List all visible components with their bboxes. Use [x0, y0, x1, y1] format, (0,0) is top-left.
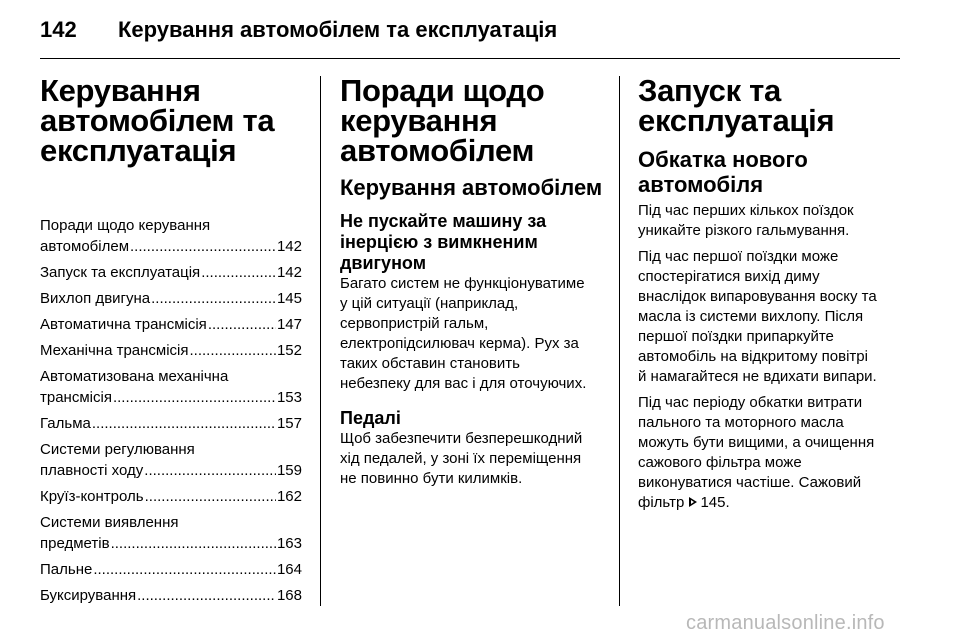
text-line: не повинно бути килимків.: [340, 470, 523, 487]
toc-page-number: 157: [276, 415, 302, 432]
chapter-contents-column: [40, 73, 302, 611]
toc-entry-line: [40, 413, 302, 434]
toc-entry[interactable]: [40, 262, 302, 283]
toc-page-number: 147: [276, 316, 302, 333]
page-header: [0, 0, 960, 66]
heading-line: двигуном: [340, 253, 427, 273]
toc-page-number: 153: [276, 389, 302, 406]
subsection-title-line: Обкатка нового: [638, 147, 808, 172]
section-title-line: експлуатація: [638, 103, 835, 138]
toc-page-number: 162: [276, 488, 302, 505]
page-reference-arrow-icon: [689, 497, 697, 507]
toc-leader-dots: [93, 559, 276, 580]
pedals-heading: Педалі: [340, 408, 401, 428]
page-number: 142: [40, 17, 77, 42]
section-title-line: Запуск та: [638, 73, 781, 108]
toc-entry-text: Поради щодо керування: [40, 217, 211, 234]
toc-entry-text: трансмісія: [40, 389, 112, 406]
toc-page-number: 152: [276, 342, 302, 359]
toc-leader-dots: [145, 486, 276, 507]
toc-entry-line: [40, 533, 302, 554]
toc-entry-text: Автоматична трансмісія: [40, 316, 207, 333]
text-line: можуть бути вищими, а очищення: [638, 434, 875, 451]
subsection-title-line: автомобіля: [638, 172, 764, 197]
toc-page-number: 159: [276, 462, 302, 479]
text-line: уникайте різкого гальмування.: [638, 222, 850, 239]
page-reference-link[interactable]: 145.: [700, 494, 730, 511]
toc-entry-text: Системи виявлення: [40, 514, 179, 531]
toc-entry-line: [40, 314, 302, 335]
text-line: сажового фільтра може: [638, 454, 802, 471]
toc-page-number: 163: [276, 535, 302, 552]
toc-entry[interactable]: [40, 288, 302, 309]
toc-entry-text: Гальма: [40, 415, 91, 432]
text-line: Під час перших кількох поїздок: [638, 202, 854, 219]
table-of-contents: [40, 215, 302, 606]
toc-leader-dots: [113, 387, 276, 408]
heading-line: інерцією з вимкненим: [340, 232, 538, 252]
subsection-title: Керування автомобілем: [340, 175, 603, 200]
text-line: Багато систем не функціонуватиме: [340, 275, 585, 292]
toc-leader-dots: [144, 460, 276, 481]
toc-page-number: 142: [276, 264, 302, 281]
chapter-title: [40, 73, 302, 168]
toc-entry-line: [40, 387, 302, 408]
coasting-heading: [340, 211, 610, 274]
toc-entry-text: предметів: [40, 535, 110, 552]
text-line: електропідсилювач керма). Рух за: [340, 335, 579, 352]
toc-leader-dots: [208, 314, 276, 335]
section-title-line: Поради щодо: [340, 73, 545, 108]
text-line: хід педалей, у зоні їх переміщення: [340, 450, 582, 467]
toc-entry-text: Автоматизована механічна: [40, 368, 229, 385]
toc-page-number: 168: [276, 587, 302, 604]
watermark: carmanualsonline.info: [686, 612, 885, 634]
text-line: Щоб забезпечити безперешкодний: [340, 430, 583, 447]
toc-entry[interactable]: [40, 215, 302, 257]
text-line: першої поїздки припаркуйте: [638, 328, 834, 345]
starting-operation-column: [638, 73, 903, 519]
toc-entry-line: [40, 340, 302, 361]
toc-leader-dots: [92, 413, 276, 434]
header-divider: [40, 58, 900, 59]
toc-entry-text: Круїз-контроль: [40, 488, 144, 505]
toc-entry-line: [40, 585, 302, 606]
text-fragment: фільтр: [638, 494, 685, 511]
toc-entry[interactable]: [40, 413, 302, 434]
coasting-paragraph: [340, 274, 610, 394]
subsection-title: [638, 147, 903, 197]
section-title-line: автомобілем: [340, 133, 535, 168]
text-line: виконуватися частіше. Сажовий: [638, 474, 862, 491]
section-title: [638, 73, 903, 138]
text-line: [638, 493, 903, 513]
toc-leader-dots: [137, 585, 276, 606]
toc-leader-dots: [190, 340, 276, 361]
toc-entry[interactable]: [40, 366, 302, 408]
toc-page-number: 145: [276, 290, 302, 307]
heading-line: Не пускайте машину за: [340, 211, 547, 231]
toc-entry-text: автомобілем: [40, 238, 130, 255]
text-line: Під час першої поїздки може: [638, 248, 839, 265]
toc-entry[interactable]: [40, 559, 302, 580]
pedals-paragraph: [340, 429, 610, 489]
toc-entry[interactable]: [40, 486, 302, 507]
text-line: пального та моторного масла: [638, 414, 844, 431]
column-divider-1: [320, 76, 321, 606]
toc-entry-text: Запуск та експлуатація: [40, 264, 201, 281]
chapter-title-line: автомобілем та: [40, 103, 275, 138]
toc-entry-text: Вихлоп двигуна: [40, 290, 151, 307]
chapter-title-line: Керування: [40, 73, 201, 108]
toc-entry[interactable]: [40, 512, 302, 554]
toc-leader-dots: [151, 288, 276, 309]
text-line: сервопристрій гальм,: [340, 315, 489, 332]
text-line: масла із системи вихлопу. Після: [638, 308, 864, 325]
toc-entry-line: [40, 460, 302, 481]
header-title: Керування автомобілем та експлуатація: [118, 17, 558, 42]
toc-entry-line: [40, 559, 302, 580]
toc-page-number: 142: [276, 238, 302, 255]
toc-entry-line: [40, 288, 302, 309]
text-line: небезпеку для вас і для оточуючих.: [340, 375, 587, 392]
section-title: [340, 73, 610, 168]
text-line: спостерігатися вихід диму: [638, 268, 820, 285]
toc-entry[interactable]: [40, 439, 302, 481]
text-line: внаслідок випаровування воску та: [638, 288, 877, 305]
text-line: у цій ситуації (наприклад,: [340, 295, 519, 312]
toc-leader-dots: [130, 236, 276, 257]
toc-entry-text: Пальне: [40, 561, 93, 578]
text-line: Під час періоду обкатки витрати: [638, 394, 863, 411]
toc-entry-line: [40, 262, 302, 283]
break-in-paragraph: [638, 393, 903, 513]
toc-entry[interactable]: [40, 585, 302, 606]
toc-entry-text: Буксирування: [40, 587, 137, 604]
smoke-paragraph: [638, 247, 903, 387]
chapter-title-line: експлуатація: [40, 133, 237, 168]
toc-entry-text: плавності ходу: [40, 462, 144, 479]
toc-entry-text: Механічна трансмісія: [40, 342, 189, 359]
toc-entry[interactable]: [40, 340, 302, 361]
toc-entry-line: [40, 486, 302, 507]
driving-hints-column: [340, 73, 610, 489]
text-line: автомобіль на відкритому повітрі: [638, 348, 868, 365]
toc-entry-line: [40, 236, 302, 257]
toc-page-number: 164: [276, 561, 302, 578]
section-title-line: керування: [340, 103, 498, 138]
toc-leader-dots: [201, 262, 276, 283]
text-line: й намагайтеся не вдихати випари.: [638, 368, 877, 385]
toc-entry[interactable]: [40, 314, 302, 335]
toc-entry-text: Системи регулювання: [40, 441, 195, 458]
column-divider-2: [619, 76, 620, 606]
text-line: таких обставин становить: [340, 355, 520, 372]
braking-paragraph: [638, 201, 903, 241]
toc-leader-dots: [111, 533, 276, 554]
